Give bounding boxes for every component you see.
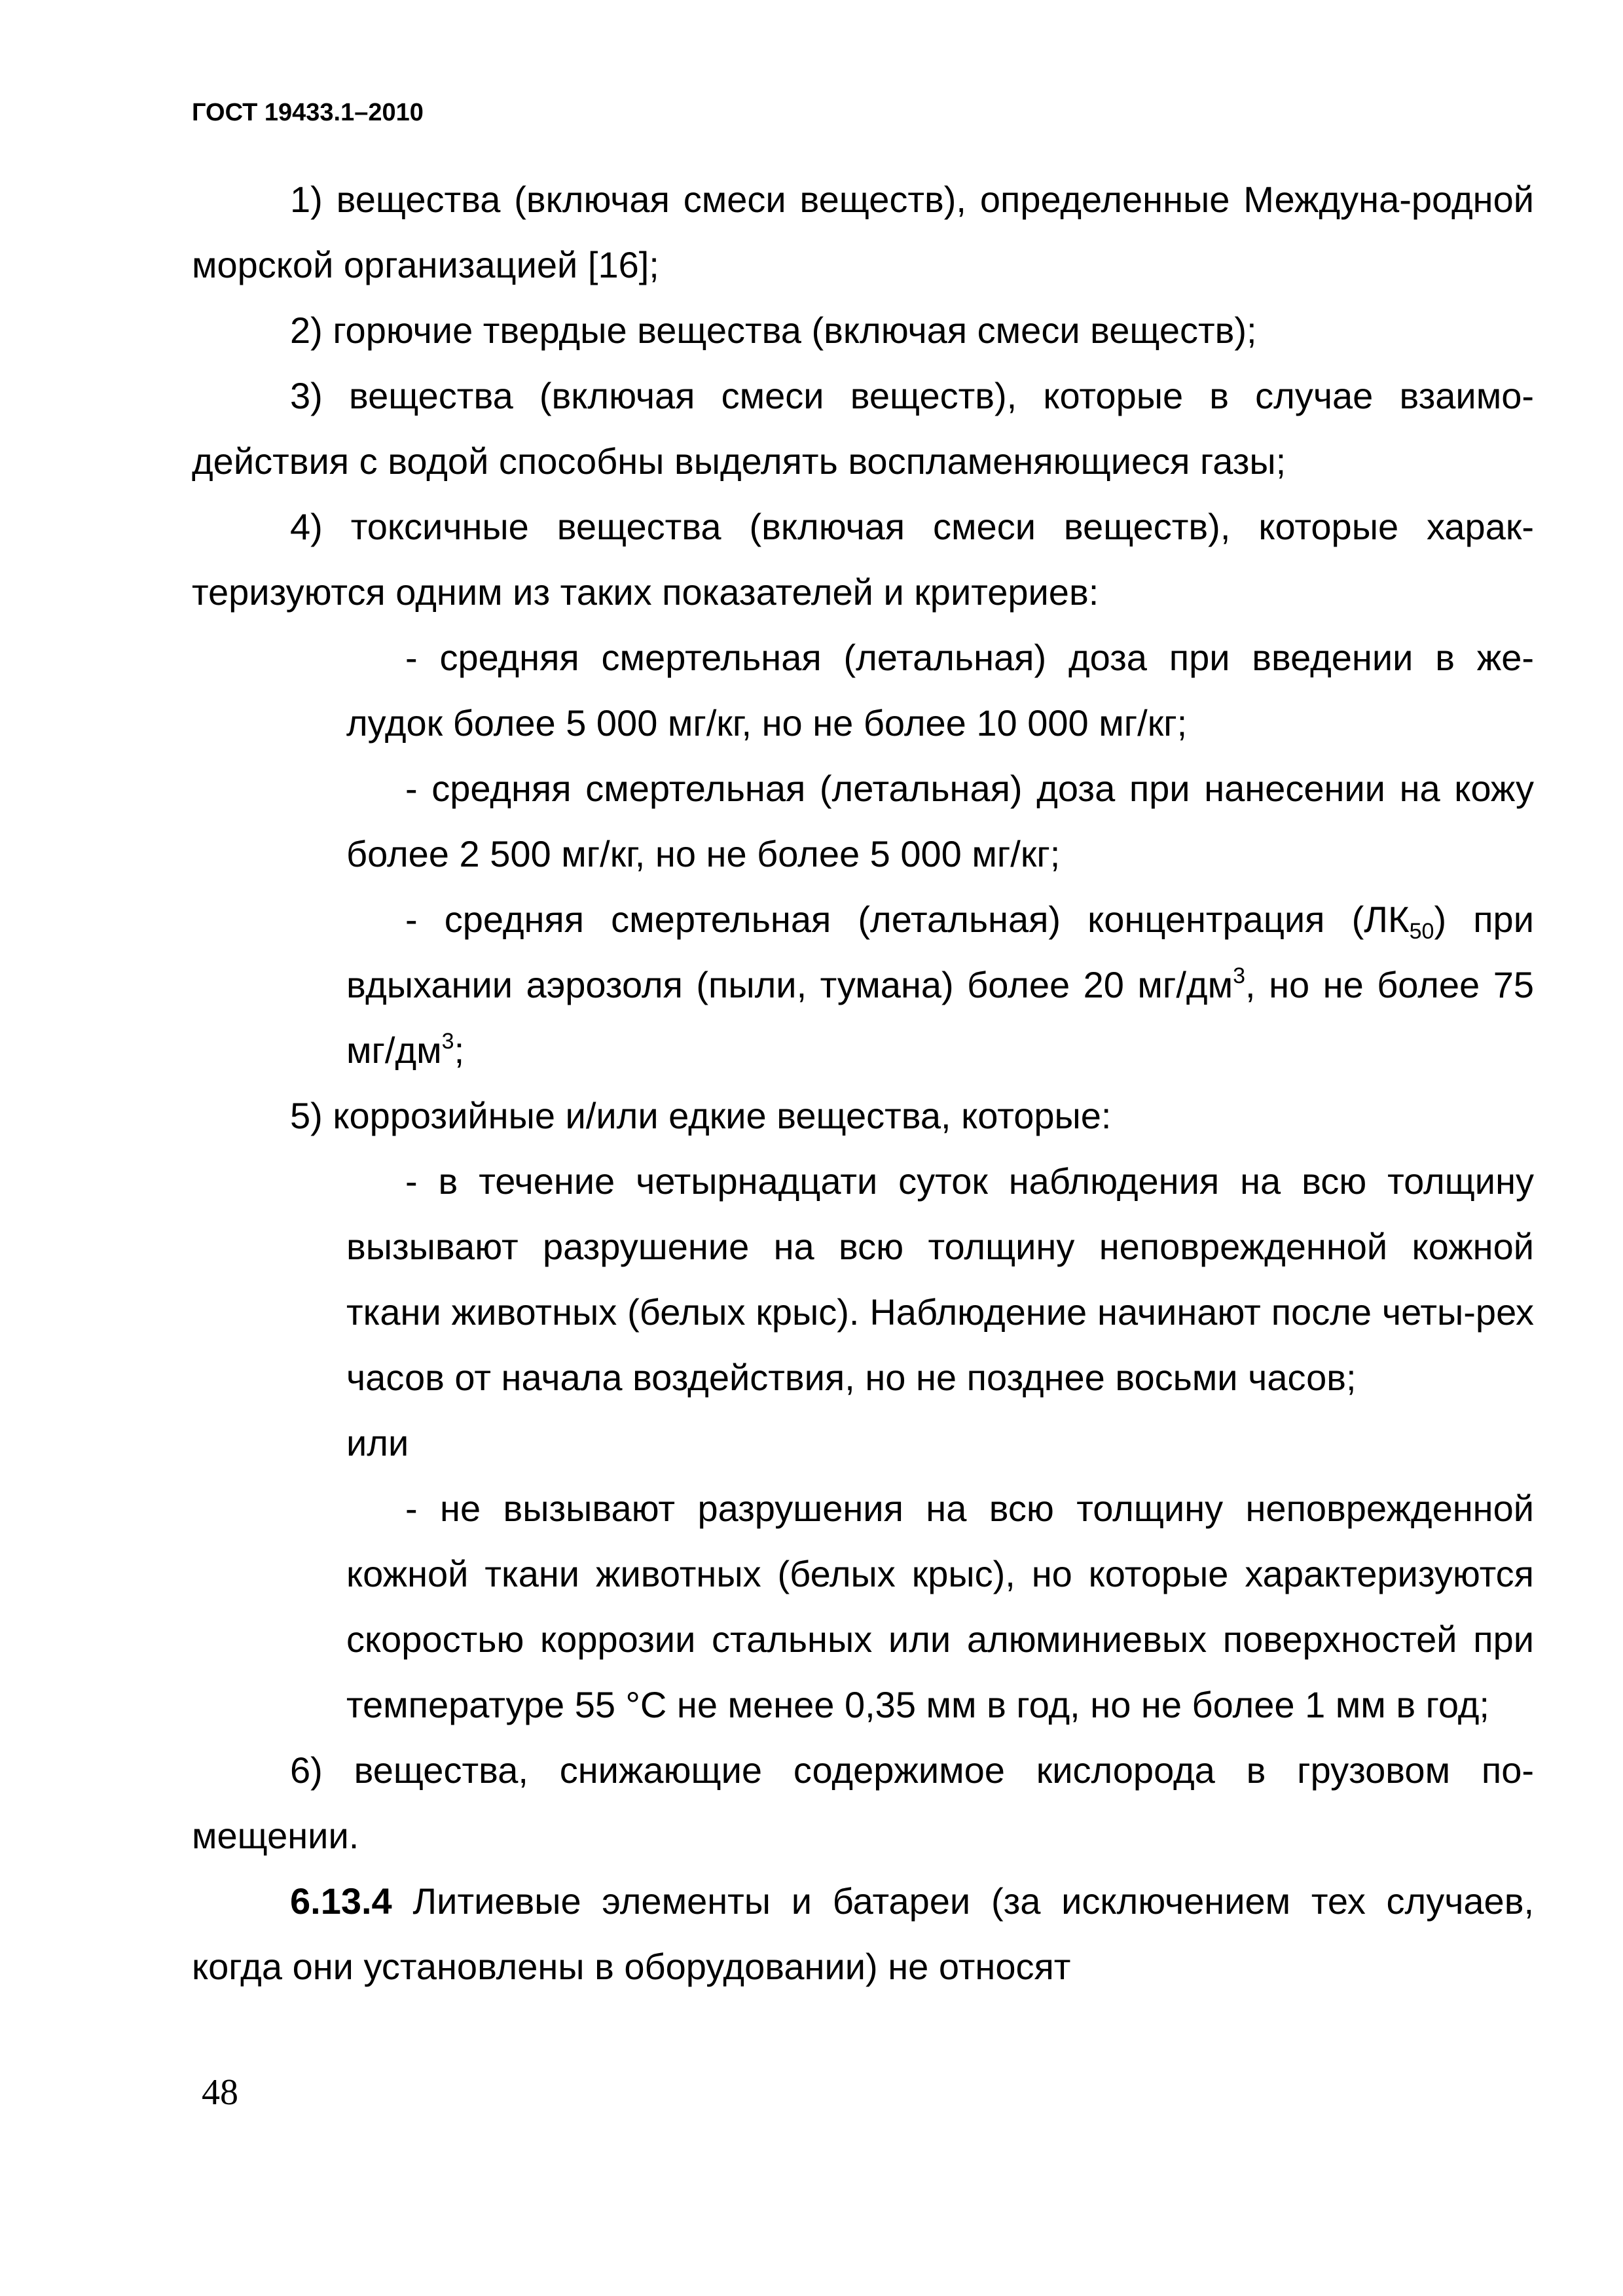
criterion-text-part-2: ) при вдыхании аэрозоля (пыли, тумана) более 20 мг/дм <box>346 899 1534 1005</box>
criterion-full-thickness-destruction: - в течение четырнадцати суток наблюдения на всю толщину вызывают разрушение на всю толщину неповрежденной кожной ткани животных (белых крыс). Наблюдение начинают после четы-рех часов от начала воздействия, но не позднее восьми часов; <box>346 1160 1534 1398</box>
list-item-5: 5) коррозийные и/или едкие вещества, которые: <box>290 1095 1112 1136</box>
criterion-text-part-3: , но не более 75 мг/дм <box>346 964 1534 1071</box>
list-item-1: 1) вещества (включая смеси веществ), определенные Междуна-родной морской организацией [16]; <box>192 179 1534 285</box>
page-number: 48 <box>202 2072 238 2113</box>
document-body <box>192 167 1534 2000</box>
list-item-2: 2) горючие твердые вещества (включая смеси веществ); <box>290 310 1257 351</box>
list-item-3: 3) вещества (включая смеси веществ), которые в случае взаимо-действия с водой способны выделять воспламеняющиеся газы; <box>192 375 1534 482</box>
subscript-50: 50 <box>1409 919 1434 944</box>
criterion-text-part-1: - средняя смертельная (летальная) концентрация (ЛК <box>405 899 1410 940</box>
document-code-header: ГОСТ 19433.1–2010 <box>192 99 424 126</box>
list-item-4: 4) токсичные вещества (включая смеси веществ), которые харак-теризуются одним из таких показателей и критериев: <box>192 506 1534 613</box>
criterion-inhalation-concentration <box>346 887 1534 1083</box>
section-number: 6.13.4 <box>290 1880 392 1922</box>
section-6-13-4 <box>192 1869 1534 2000</box>
list-item-6: 6) вещества, снижающие содержимое кислорода в грузовом по-мещении. <box>192 1749 1534 1856</box>
criterion-text-part-4: ; <box>454 1030 465 1071</box>
section-text: Литиевые элементы и батареи (за исключением тех случаев, когда они установлены в оборудовании) не относят <box>192 1880 1534 1987</box>
superscript-3-second: 3 <box>441 1029 454 1054</box>
conjunction-or: или <box>346 1422 409 1463</box>
criterion-dermal-dose: - средняя смертельная (летальная) доза при нанесении на кожу более 2 500 мг/кг, но не более 5 000 мг/кг; <box>346 768 1534 874</box>
criterion-corrosion-rate: - не вызывают разрушения на всю толщину неповрежденной кожной ткани животных (белых крыс), но которые характеризуются скоростью коррозии стальных или алюминиевых поверхностей при температуре 55 °С не менее 0,35 мм в год, но не более 1 мм в год; <box>346 1488 1534 1725</box>
superscript-3: 3 <box>1233 963 1246 988</box>
criterion-oral-dose: - средняя смертельная (летальная) доза при введении в же-лудок более 5 000 мг/кг, но не более 10 000 мг/кг; <box>346 637 1534 744</box>
